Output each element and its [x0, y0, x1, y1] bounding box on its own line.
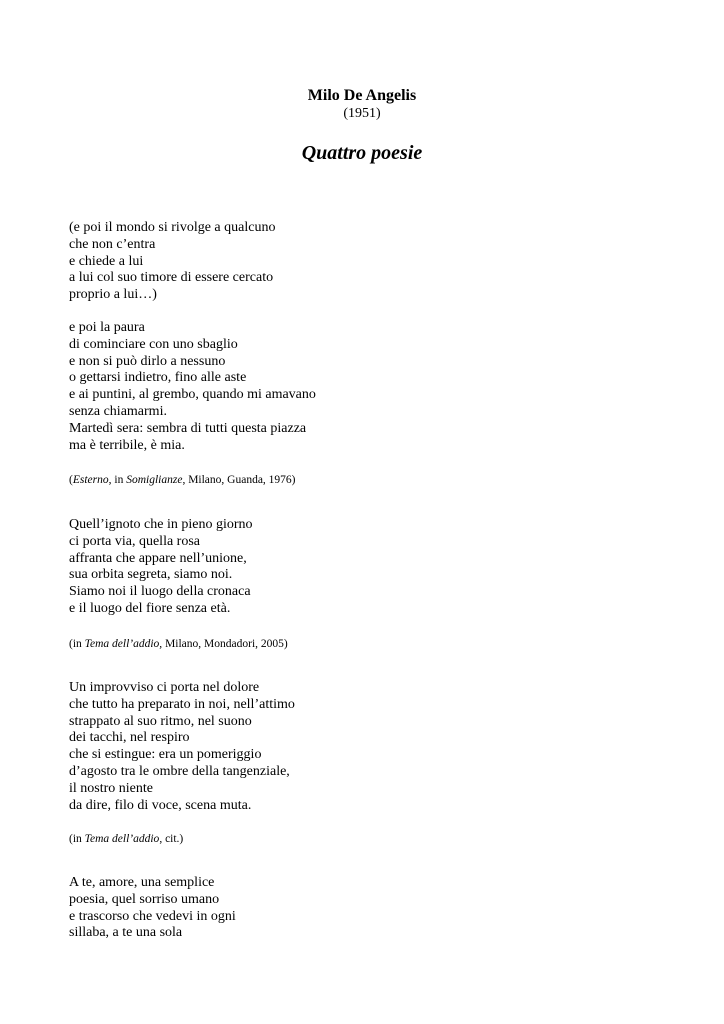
poem-line: affranta che appare nell’unione,	[69, 550, 247, 566]
author-years: (1951)	[343, 106, 381, 121]
source-text: , in	[108, 474, 127, 486]
poem-line: (e poi il mondo si rivolge a qualcuno	[69, 220, 276, 235]
source-text: , cit.)	[159, 833, 184, 845]
poem-line: e chiede a lui	[69, 253, 144, 269]
poem-line: e poi la paura	[69, 320, 145, 335]
poem-line: d’agosto tra le ombre della tangenziale,	[69, 763, 290, 779]
poem-line: che si estingue: era un pomeriggio	[69, 747, 262, 763]
poem-line: a lui col suo timore di essere cercato	[69, 270, 274, 286]
poem-line: Un improvviso ci porta nel dolore	[69, 680, 260, 695]
poem-1-stanza-2	[69, 320, 316, 454]
poem-line: proprio a lui…)	[69, 287, 157, 303]
author-name: Milo De Angelis	[307, 87, 417, 104]
poem-line: dei tacchi, nel respiro	[69, 730, 190, 746]
source-book-title: Somiglianze	[126, 474, 183, 486]
source-text: (in	[69, 638, 85, 650]
poem-line: che non c’entra	[69, 236, 156, 252]
poem-line: sillaba, a te una sola	[69, 925, 183, 941]
poem-3-source	[69, 832, 183, 846]
poem-line: A te, amore, una semplice	[69, 875, 215, 890]
poem-line: e ai puntini, al grembo, quando mi amavano	[69, 387, 316, 403]
poem-line: e il luogo del fiore senza età.	[69, 600, 231, 616]
poem-2	[69, 517, 253, 618]
poem-line: ma è terribile, è mia.	[69, 437, 185, 453]
poem-line: strappato al suo ritmo, nel suono	[69, 713, 252, 729]
poem-line: poesia, quel sorriso umano	[69, 891, 220, 907]
poem-line: e non si può dirlo a nessuno	[69, 353, 226, 369]
poem-line: senza chiamarmi.	[69, 403, 167, 419]
poem-line: o gettarsi indietro, fino alle aste	[69, 370, 247, 386]
source-book-title: Tema dell’addio,	[84, 638, 163, 650]
source-text: (	[69, 474, 73, 486]
poem-3	[69, 680, 295, 814]
poem-line: il nostro niente	[69, 780, 153, 796]
poem-line: da dire, filo di voce, scena muta.	[69, 797, 252, 813]
source-text: (in	[69, 833, 85, 845]
poem-line: Quell’ignoto che in pieno giorno	[69, 517, 253, 532]
poem-line: sua orbita segreta, siamo noi.	[69, 567, 233, 583]
source-text: , Milano, Guanda, 1976)	[182, 474, 296, 486]
poem-line: di cominciare con uno sbaglio	[69, 336, 238, 352]
poem-line: che tutto ha preparato in noi, nell’attimo	[69, 696, 295, 712]
source-text: Milano, Mondadori, 2005)	[162, 638, 288, 650]
poem-line: Martedì sera: sembra di tutti questa piazza	[69, 420, 307, 436]
poem-2-source	[69, 637, 288, 651]
poem-line: ci porta via, quella rosa	[69, 533, 201, 549]
source-book-title: Tema dell’addio	[84, 833, 160, 845]
poem-1-stanza-1	[69, 220, 275, 304]
collection-title: Quattro poesie	[301, 142, 423, 164]
source-work-title: Esterno	[72, 474, 109, 486]
poem-4	[69, 875, 236, 942]
poem-line: e trascorso che vedevi in ogni	[69, 908, 236, 924]
poem-line: Siamo noi il luogo della cronaca	[69, 584, 251, 600]
poem-1-source	[69, 473, 296, 487]
